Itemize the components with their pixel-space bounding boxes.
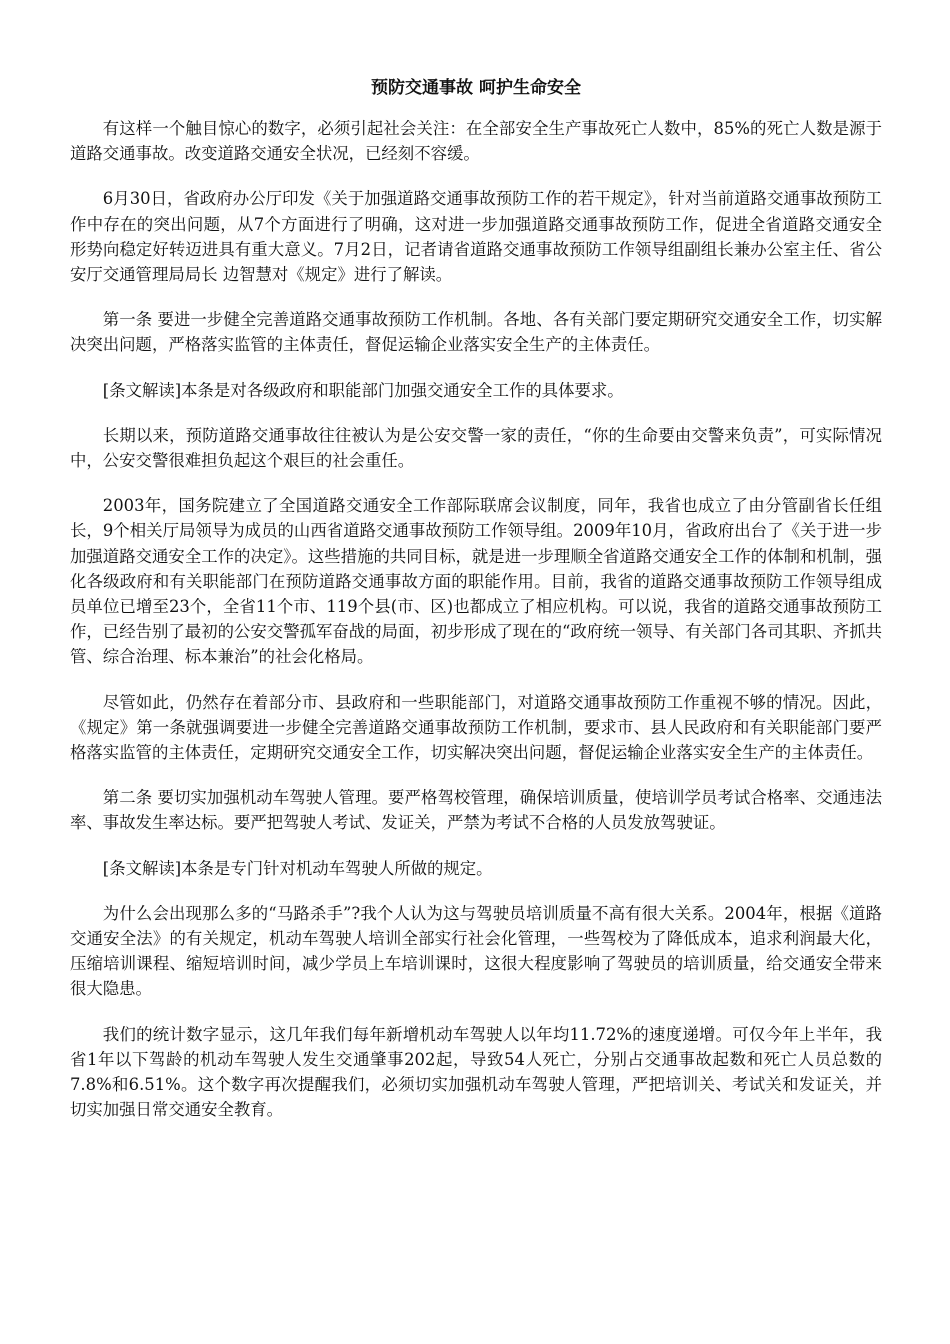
paragraph-article-2: 第二条 要切实加强机动车驾驶人管理。要严格驾校管理，确保培训质量，使培训学员考试合格率、交通违法率、事故发生率达标。要严把驾驶人考试、发证关，严禁为考试不合格的人员发放驾驶证。 — [70, 788, 882, 833]
paragraph-article-2-detail-b: 我们的统计数字显示，这几年我们每年新增机动车驾驶人以年均11.72%的速度递增。可仅今年上半年，我省1年以下驾龄的机动车驾驶人发生交通肇事202起，导致54人死亡，分别占交通事故起数和死亡人员总数的 7.8%和6.51%。这个数字再次提醒我们，必须切实加强机动车驾驶人管理，严把培训关、考试关和发证关，并切实加强日常交通安全教育。 — [70, 1024, 882, 1120]
paragraph-background: 6月30日，省政府办公厅印发《关于加强道路交通事故预防工作的若干规定》，针对当前道路交通事故预防工作中存在的突出问题，从7个方面进行了明确，这对进一步加强道路交通事故预防工作，促进全省道路交通安全形势向稳定好转迈进具有重大意义。7月2日，记者请省道路交通事故预防工作领导组副组长兼办公室主任、省公安厅交通管理局局长 边智慧对《规定》进行了解读。 — [70, 189, 882, 285]
paragraph-article-1-interpretation: [条文解读]本条是对各级政府和职能部门加强交通安全工作的具体要求。 — [102, 380, 624, 400]
paragraph-article-1: 第一条 要进一步健全完善道路交通事故预防工作机制。各地、各有关部门要定期研究交通安全工作，切实解决突出问题，严格落实监管的主体责任，督促运输企业落实安全生产的主体责任。 — [70, 310, 882, 355]
paragraph-article-1-detail-b: 2003年，国务院建立了全国道路交通安全工作部际联席会议制度，同年，我省也成立了由分管副省长任组长，9个相关厅局领导为成员的山西省道路交通事故预防工作领导组。2009年10月，省政府出台了《关于进一步加强道路交通安全工作的决定》。这些措施的共同目标，就是进一步理顺全省道路交通安全工作的体制和机制，强化各级政府和有关职能部门在预防道路交通事故方面的职能作用。目前，我省的道路交通事故预防工作领导组成员单位已增至23个，全省11个市、119个县(市、区)也都成立了相应机构。可以说，我省的道路交通事故预防工作，已经告别了最初的公安交警孤军奋战的局面，初步形成了现在的“政府统一领导、有关部门各司其职、齐抓共管、综合治理、标本兼治”的社会化格局。 — [70, 496, 882, 667]
document-page — [70, 76, 882, 1143]
paragraph-article-2-interpretation: [条文解读]本条是专门针对机动车驾驶人所做的规定。 — [102, 858, 493, 878]
document-title: 预防交通事故 呵护生命安全 — [371, 78, 581, 98]
paragraph-article-2-detail-a: 为什么会出现那么多的“马路杀手”?我个人认为这与驾驶员培训质量不高有很大关系。2004年，根据《道路交通安全法》的有关规定，机动车驾驶人培训全部实行社会化管理，一些驾校为了降低成本，追求利润最大化，压缩培训课程、缩短培训时间，减少学员上车培训课时，这很大程度影响了驾驶员的培训质量，给交通安全带来很大隐患。 — [70, 903, 882, 999]
paragraph-article-1-detail-c: 尽管如此，仍然存在着部分市、县政府和一些职能部门，对道路交通事故预防工作重视不够的情况。因此，《规定》第一条就强调要进一步健全完善道路交通事故预防工作机制，要求市、县人民政府和有关职能部门要严格落实监管的主体责任，定期研究交通安全工作，切实解决突出问题，督促运输企业落实安全生产的主体责任。 — [70, 692, 882, 763]
paragraph-article-1-detail-a: 长期以来，预防道路交通事故往往被认为是公安交警一家的责任，“你的生命要由交警来负责”，可实际情况中，公安交警很难担负起这个艰巨的社会重任。 — [70, 425, 882, 471]
paragraph-intro: 有这样一个触目惊心的数字，必须引起社会关注：在全部安全生产事故死亡人数中，85%的死亡人数是源于道路交通事故。改变道路交通安全状况，已经刻不容缓。 — [70, 119, 882, 164]
